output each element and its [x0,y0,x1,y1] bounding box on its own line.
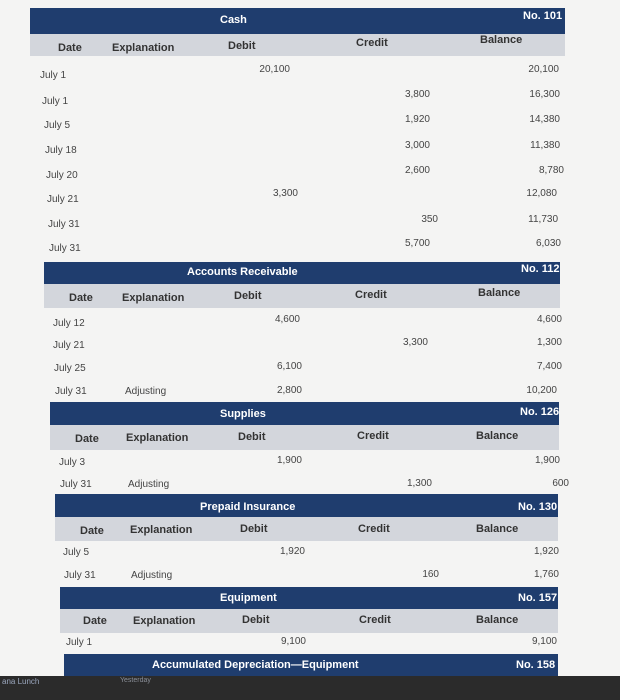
entry-debit: 9,100 [280,636,306,647]
column-header-date: Date [80,525,104,537]
account-number: No. 112 [521,263,560,275]
entry-date: July 12 [53,318,85,329]
entry-debit: 6,100 [276,361,302,372]
account-number: No. 126 [520,406,560,418]
entry-balance: 1,300 [536,337,562,348]
entry-balance: 12,080 [526,188,557,199]
column-header-date: Date [69,292,93,304]
entry-date: July 31 [49,243,81,254]
entry-balance: 11,380 [530,140,560,151]
account-name: Equipment [220,592,277,604]
column-header-date: Date [75,433,99,445]
entry-credit: 3,300 [402,337,428,348]
column-header-debit: Debit [242,614,270,626]
entry-balance: 9,100 [531,636,557,647]
account-number: No. 157 [518,592,558,604]
column-header-credit: Credit [358,523,390,535]
column-header-date: Date [83,615,107,627]
column-header-balance: Balance [480,34,523,46]
account-title-bar [50,402,559,425]
account-title-bar [30,8,565,34]
entry-date: July 18 [45,145,77,156]
account-title-bar [60,587,558,609]
entry-date: July 31 [60,479,92,490]
entry-debit: 3,300 [272,188,298,199]
entry-explanation: Adjusting [125,386,167,397]
entry-explanation: Adjusting [128,479,170,490]
account-number: No. 130 [518,501,558,513]
taskbar-strip [0,676,620,700]
entry-balance: 1,920 [533,546,559,557]
entry-date: July 31 [55,386,87,397]
column-header-debit: Debit [240,523,268,535]
account-title-bar [55,494,558,517]
entry-balance: 1,760 [533,569,559,580]
entry-balance: 20,100 [528,64,559,75]
column-header-explanation: Explanation [122,292,185,304]
column-header-balance: Balance [478,287,521,299]
entry-date: July 3 [59,457,86,468]
entry-date: July 21 [47,194,79,205]
account-number: No. 101 [523,10,563,22]
entry-credit: 3,800 [404,89,430,100]
account-name: Prepaid Insurance [200,501,296,513]
entry-balance: 10,200 [526,385,557,396]
entry-balance: 7,400 [536,361,562,372]
entry-balance: 16,300 [529,89,560,100]
taskbar-sublabel: Yesterday [120,677,151,684]
entry-balance: 6,030 [535,238,561,249]
column-header-credit: Credit [356,37,388,49]
entry-debit: 20,100 [259,64,290,75]
entry-date: July 20 [46,170,78,181]
column-header-balance: Balance [476,614,519,626]
column-header-date: Date [58,42,82,54]
column-header-credit: Credit [355,289,387,301]
entry-debit: 1,900 [276,455,302,466]
entry-credit: 3,000 [404,140,430,151]
entry-debit: 4,600 [274,314,300,325]
column-header-balance: Balance [476,430,519,442]
column-header-debit: Debit [238,431,266,443]
column-header-explanation: Explanation [133,615,196,627]
account-name: Accounts Receivable [187,266,298,278]
column-header-credit: Credit [359,614,391,626]
entry-balance: 11,730 [528,214,558,225]
column-header-balance: Balance [476,523,519,535]
entry-date: July 21 [53,340,85,351]
entry-balance: 4,600 [536,314,562,325]
entry-date: July 1 [66,637,93,648]
taskbar-label: ana Lunch [2,677,40,686]
entry-debit: 1,920 [279,546,305,557]
entry-date: July 1 [40,70,67,81]
entry-credit: 350 [421,214,438,225]
entry-balance: 8,780 [538,165,564,176]
entry-credit: 2,600 [404,165,430,176]
column-header-explanation: Explanation [130,524,193,536]
entry-balance: 600 [552,478,569,489]
entry-debit: 2,800 [276,385,302,396]
entry-date: July 1 [42,96,69,107]
entry-credit: 1,920 [404,114,430,125]
entry-credit: 160 [422,569,439,580]
entry-date: July 31 [64,570,96,581]
entry-explanation: Adjusting [131,570,173,581]
entry-balance: 1,900 [534,455,560,466]
account-name: Cash [220,14,247,26]
column-header-debit: Debit [234,290,262,302]
entry-credit: 5,700 [404,238,430,249]
account-name: Supplies [220,408,266,420]
entry-date: July 25 [54,363,86,374]
account-number: No. 158 [516,659,556,671]
account-title-bar [44,262,560,284]
entry-credit: 1,300 [406,478,432,489]
account-name: Accumulated Depreciation—Equipment [152,659,359,671]
entry-date: July 5 [63,547,90,558]
column-header-explanation: Explanation [126,432,189,444]
entry-balance: 14,380 [529,114,560,125]
entry-date: July 5 [44,120,71,131]
entry-date: July 31 [48,219,80,230]
column-header-explanation: Explanation [112,42,175,54]
column-header-debit: Debit [228,40,256,52]
column-header-credit: Credit [357,430,389,442]
